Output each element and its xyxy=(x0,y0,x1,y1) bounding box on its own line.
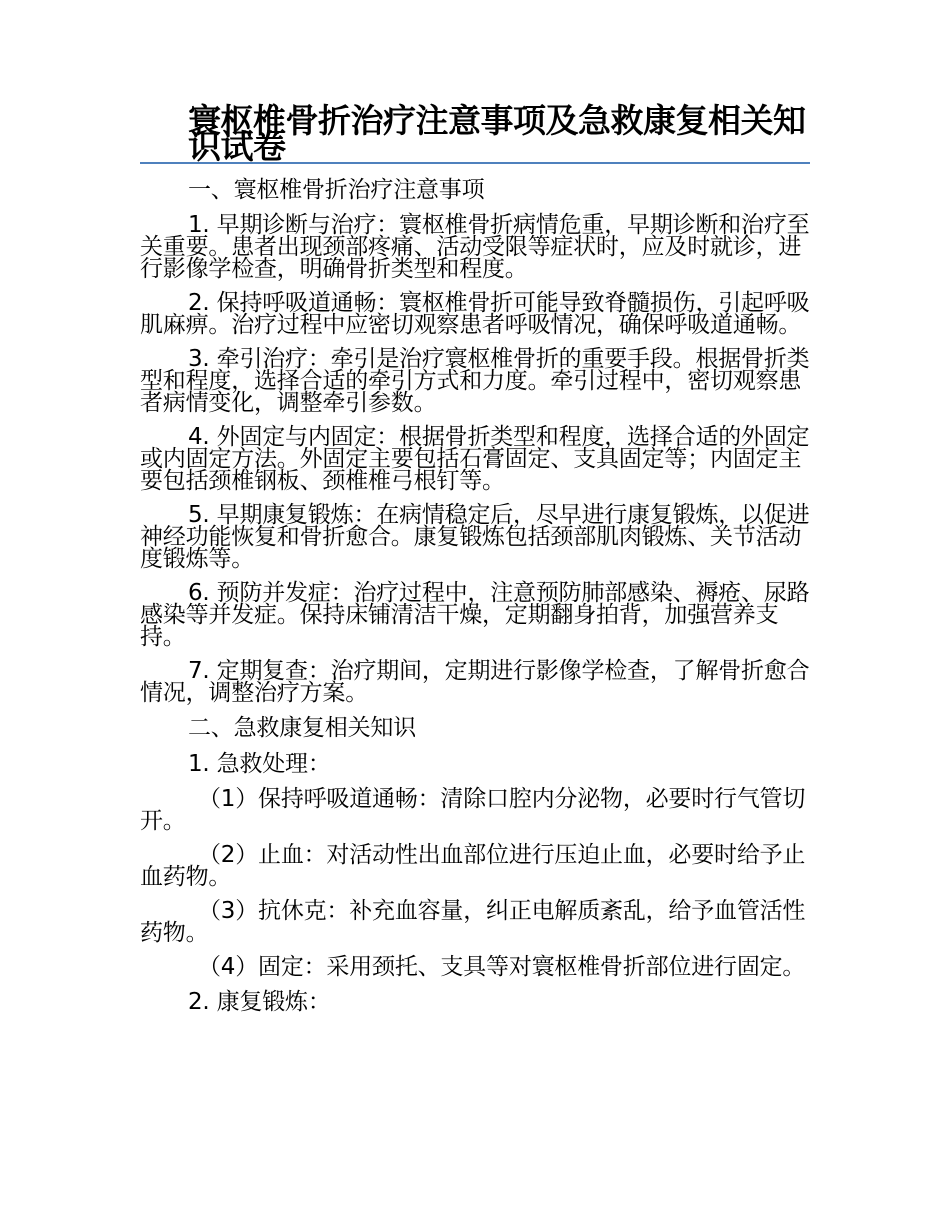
first-aid-item-4: （4）固定：采用颈托、支具等对寰枢椎骨折部位进行固定。 xyxy=(198,954,806,980)
subheading-rehab: 2. 康复锻炼： xyxy=(188,989,331,1015)
first-aid-item-2: （2）止血：对活动性出血部位进行压迫止血，必要时给予止血药物。 xyxy=(140,842,806,890)
document-page xyxy=(140,101,810,1026)
section1-item-6: 6. 预防并发症：治疗过程中，注意预防肺部感染、褥疮、尿路感染等并发症。保持床铺清洁干燥，定期翻身拍背，加强营养支持。 xyxy=(140,580,810,650)
section1-item-5: 5. 早期康复锻炼：在病情稳定后，尽早进行康复锻炼，以促进神经功能恢复和骨折愈合。康复锻炼包括颈部肌肉锻炼、关节活动度锻炼等。 xyxy=(140,502,810,572)
section1-item-2: 2. 保持呼吸道通畅：寰枢椎骨折可能导致脊髓损伤，引起呼吸肌麻痹。治疗过程中应密切观察患者呼吸情况，确保呼吸道通畅。 xyxy=(140,290,810,338)
section1-item-3: 3. 牵引治疗：牵引是治疗寰枢椎骨折的重要手段。根据骨折类型和程度，选择合适的牵引方式和力度。牵引过程中，密切观察患者病情变化，调整牵引参数。 xyxy=(140,346,810,416)
section1-item-7: 7. 定期复查：治疗期间，定期进行影像学检查，了解骨折愈合情况，调整治疗方案。 xyxy=(140,658,810,706)
first-aid-item-3: （3）抗休克：补充血容量，纠正电解质紊乱，给予血管活性药物。 xyxy=(140,898,806,946)
section1-item-1: 1. 早期诊断与治疗：寰枢椎骨折病情危重，早期诊断和治疗至关重要。患者出现颈部疼痛、活动受限等症状时，应及时就诊，进行影像学检查，明确骨折类型和程度。 xyxy=(140,212,810,282)
document-title: 寰枢椎骨折治疗注意事项及急救康复相关知识试卷 xyxy=(188,101,806,166)
subheading-first-aid: 1. 急救处理： xyxy=(188,751,331,777)
section1-item-4: 4. 外固定与内固定：根据骨折类型和程度，选择合适的外固定或内固定方法。外固定主要包括石膏固定、支具固定等；内固定主要包括颈椎钢板、颈椎椎弓根钉等。 xyxy=(140,424,810,494)
first-aid-item-1: （1）保持呼吸道通畅：清除口腔内分泌物，必要时行气管切开。 xyxy=(140,786,806,834)
section-heading-1: 一、寰枢椎骨折治疗注意事项 xyxy=(188,177,485,203)
section-heading-2: 二、急救康复相关知识 xyxy=(188,715,417,741)
